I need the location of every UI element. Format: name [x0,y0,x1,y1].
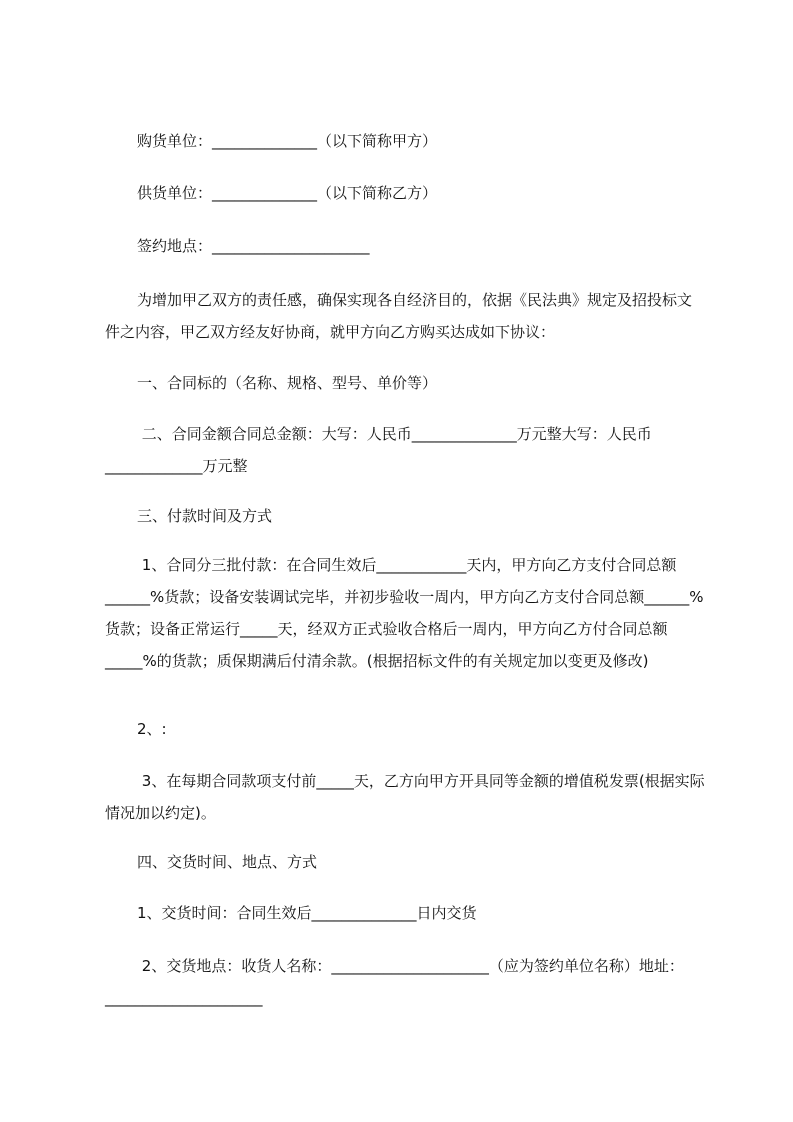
supplier-unit-line: 供货单位：______________（以下简称乙方） [137,184,438,202]
payment-clause-1: 1、合同分三批付款：在合同生效后____________天内，甲方向乙方支付合同总额______%货款；设备安装调试完毕，并初步验收一周内，甲方向乙方支付合同总额______%货款；设备正常运行_____天，经双方正式验收合格后一周内，甲方向乙方付合同总额_____%的货款；质保期满后付清余款。(根据招标文件的有关规定加以变更及修改) [105,556,704,670]
section-1-heading: 一、合同标的（名称、规格、型号、单价等） [137,374,438,392]
section-3-heading: 三、付款时间及方式 [137,507,273,525]
delivery-time-clause: 1、交货时间：合同生效后______________日内交货 [137,904,477,922]
buyer-unit-line: 购货单位：______________（以下简称甲方） [137,132,438,150]
payment-clause-2: 2、: [137,720,167,738]
delivery-location-clause: 2、交货地点：收货人名称：_____________________（应为签约单位名称）地址：_____________________ [105,957,684,1007]
signing-location-line: 签约地点：_____________________ [137,237,370,255]
section-2-contract-amount: 二、合同金额合同总金额：大写：人民币______________万元整大写：人民币_____________万元整 [105,425,652,475]
section-4-heading: 四、交货时间、地点、方式 [137,853,318,871]
payment-clause-3: 3、在每期合同款项支付前_____天，乙方向甲方开具同等金额的增值税发票(根据实际情况加以约定)。 [105,772,705,822]
preamble-paragraph: 为增加甲乙双方的责任感，确保实现各自经济目的，依据《民法典》规定及招投标文件之内容，甲乙双方经友好协商，就甲方向乙方购买达成如下协议： [105,291,693,341]
